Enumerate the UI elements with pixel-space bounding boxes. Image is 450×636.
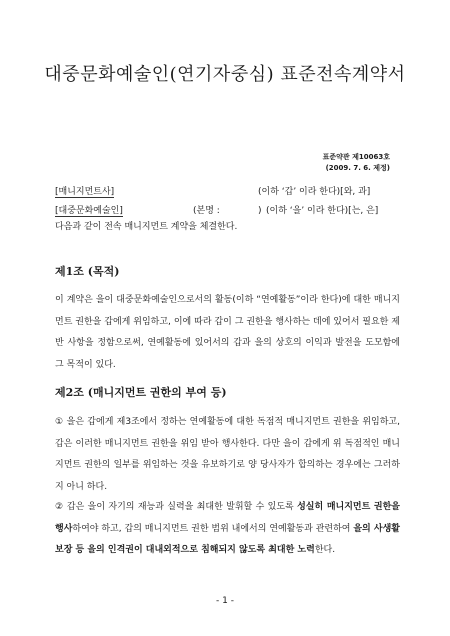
party-b-real-name-label: (본명 : xyxy=(193,206,220,216)
article1-body: 이 계약은 을이 대중문화예술인으로서의 활동(이하 “연예활동”이라 한다)에 대한 매니지먼트 권한을 갑에게 위임하고, 이에 따라 갑이 그 권한을 행사하는 데에 있어서 필요한 제반 사항을 정함으로써, 연예활동에 있어서의 갑과 을의 상호의 이익과 발전을 도모함에 그 목적이 있다. xyxy=(55,295,400,370)
page-number: - 1 - xyxy=(216,596,234,606)
party-b-name: [대중문화예술인] xyxy=(55,206,123,216)
standard-terms-notice xyxy=(323,152,390,174)
clause2-bold-1: 성실히 매니지먼트 권한을 행사 xyxy=(55,502,401,534)
party-a-line xyxy=(55,186,395,198)
party-b-suffix: (이하 ‘을’ 이라 한다)[는, 은] xyxy=(266,206,379,216)
article2-clause1: ① 을은 갑에게 제3조에서 정하는 연예활동에 대한 독점적 매니지먼트 권한을 위임하고, 갑은 이러한 매니지먼트 권한을 위임 받아 행사한다. 다만 을이 갑에게 위 독점적인 매니지먼트 권한의 일부를 위임하는 것을 유보하기로 양 당사자가 합의하는 경우에는 그러하지 아니 하다. xyxy=(55,417,400,492)
article1-heading: 제1조 (목적) xyxy=(55,265,120,278)
party-b-line xyxy=(55,205,395,217)
article2-heading: 제2조 (매니지먼트 권한의 부여 등) xyxy=(55,386,227,399)
party-a-name: [매니지먼트사] xyxy=(55,187,115,197)
intro-text: 다음과 같이 전속 매니지먼트 계약을 체결한다. xyxy=(55,222,238,232)
party-b-real-name-close: ) xyxy=(258,206,262,216)
clause2-text-2: 하여야 하고, 갑의 매니지먼트 권한 범위 내에서의 연예활동과 관련하여 xyxy=(72,523,354,534)
clause2-text-3: 한다. xyxy=(314,545,336,555)
clause2-text-1: ② 갑은 을이 자기의 재능과 실력을 최대한 발휘할 수 있도록 xyxy=(55,502,298,512)
party-a-suffix: (이하 ‘갑’ 이라 한다)[와, 과] xyxy=(258,187,371,197)
notice-number: 표준약관 제10063호 xyxy=(322,153,390,161)
notice-date: (2009. 7. 6. 제정) xyxy=(325,164,390,172)
clause2-bold-2: 을의 사생활보장 등 을의 인격권이 대내외적으로 침해되지 않도록 최대한 노력 xyxy=(55,523,400,555)
document-title: 대중문화예술인(연기자중심) 표준전속계약서 xyxy=(44,64,406,85)
article2-clause2 xyxy=(55,497,400,562)
